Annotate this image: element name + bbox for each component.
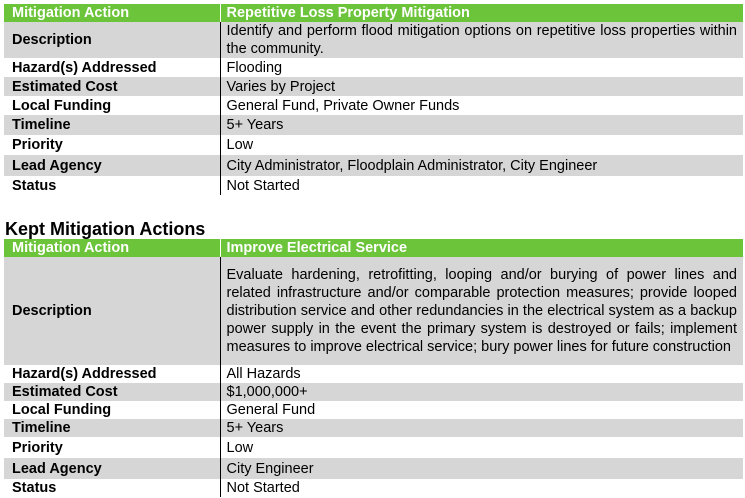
- table-row: [4, 115, 743, 135]
- row-label: Lead Agency: [4, 155, 220, 176]
- header-label: Mitigation Action: [4, 4, 220, 22]
- table-row: [4, 401, 743, 419]
- table-row: [4, 437, 743, 458]
- row-value: 5+ Years: [220, 419, 743, 437]
- row-value: Not Started: [226, 177, 300, 194]
- row-label: Priority: [4, 135, 220, 155]
- row-value: Evaluate hardening, retrofitting, looping and/or burying of power lines and related infrastructure and/or comparable protection measures; provide looped distribution service and other redundancies in the electrical system as a backup power supply in the event the primary system is destroyed or fails; implement measures to improve electrical service; bury power lines for future construction: [220, 257, 743, 365]
- row-label: Description: [4, 257, 220, 365]
- table-header-row: [4, 4, 743, 22]
- table-row: [4, 58, 743, 77]
- table-row: [4, 383, 743, 401]
- row-value: Flooding: [226, 59, 283, 76]
- row-value: 5+ Years: [220, 115, 743, 135]
- row-value: $1,000,000+: [220, 383, 743, 401]
- row-label: Hazard(s) Addressed: [4, 58, 220, 77]
- header-value: Improve Electrical Service: [220, 239, 743, 257]
- row-value: All Hazards: [226, 366, 301, 382]
- header-label: Mitigation Action: [4, 239, 220, 257]
- row-value: City Engineer: [220, 458, 743, 479]
- row-value: General Fund, Private Owner Funds: [226, 97, 460, 114]
- row-label: Timeline: [4, 419, 220, 437]
- row-label: Estimated Cost: [4, 77, 220, 96]
- row-value: City Administrator, Floodplain Administrator, City Engineer: [220, 155, 743, 176]
- table-row: [4, 96, 743, 115]
- table-header-row: [4, 239, 743, 257]
- row-value: Low: [226, 137, 254, 153]
- table-row: [4, 257, 743, 365]
- row-label: Estimated Cost: [4, 383, 220, 401]
- row-value: Identify and perform flood mitigation options on repetitive loss properties within the community.: [220, 22, 743, 58]
- table-row: [4, 155, 743, 176]
- table-row: [4, 22, 743, 58]
- row-value: General Fund: [226, 402, 316, 418]
- row-value: Low: [226, 439, 254, 456]
- section-title: Kept Mitigation Actions: [5, 219, 206, 239]
- table-row: [4, 365, 743, 383]
- row-label: Description: [4, 22, 220, 58]
- row-label: Hazard(s) Addressed: [4, 365, 220, 383]
- mitigation-action-table-2: [4, 239, 743, 497]
- table-row: [4, 458, 743, 479]
- table-row: [4, 135, 743, 155]
- row-label: Local Funding: [4, 96, 220, 115]
- table-row: [4, 176, 743, 195]
- row-value: Not Started: [226, 480, 300, 496]
- row-label: Priority: [4, 437, 220, 458]
- header-value: Repetitive Loss Property Mitigation: [220, 4, 743, 22]
- row-label: Status: [4, 479, 220, 497]
- table-row: [4, 479, 743, 497]
- row-label: Status: [4, 176, 220, 195]
- table-row: [4, 419, 743, 437]
- row-label: Timeline: [4, 115, 220, 135]
- table-row: [4, 77, 743, 96]
- row-label: Lead Agency: [4, 458, 220, 479]
- mitigation-action-table-1: [4, 4, 743, 195]
- row-value: Varies by Project: [220, 77, 743, 96]
- row-label: Local Funding: [4, 401, 220, 419]
